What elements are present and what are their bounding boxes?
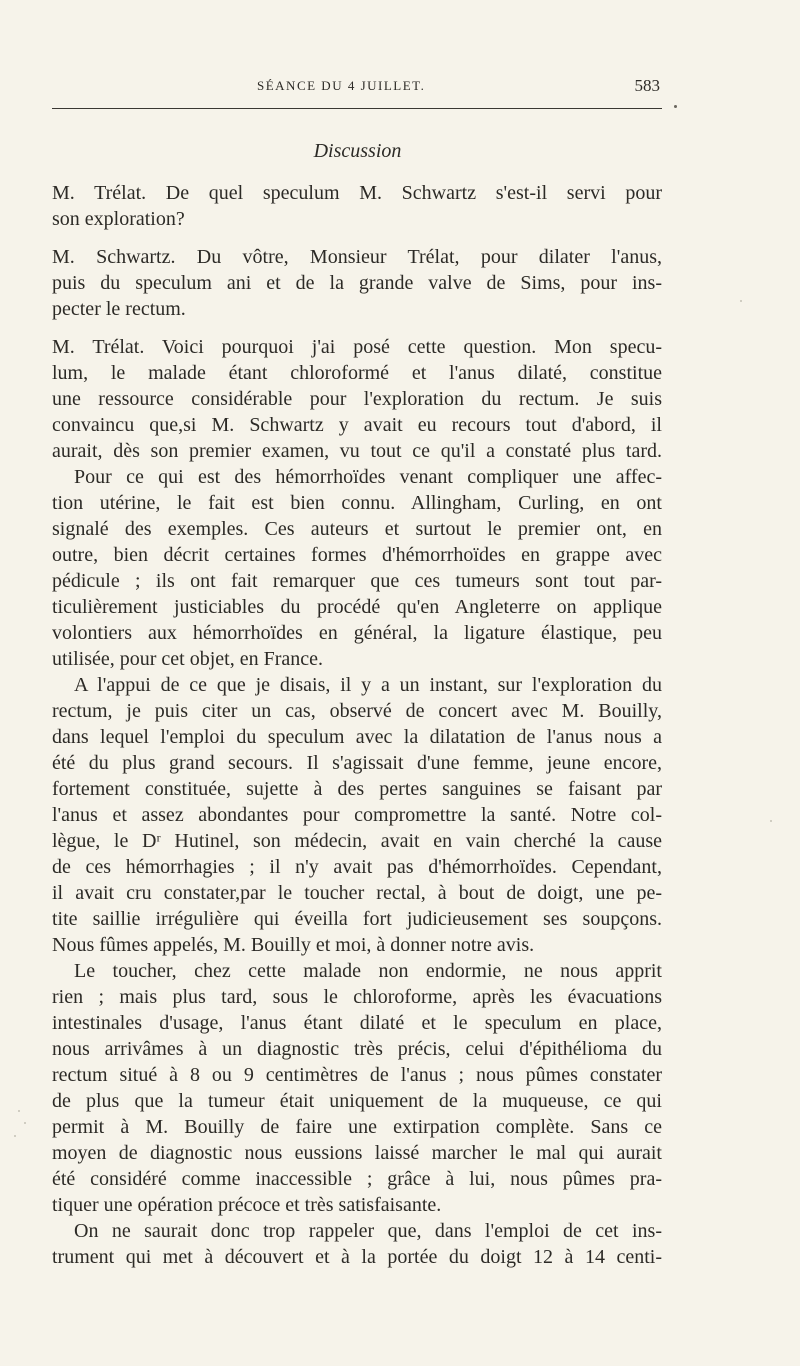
- text-line: intestinales d'usage, l'anus étant dilaté et le speculum en place,: [52, 1012, 662, 1034]
- running-title: SÉANCE DU 4 JUILLET.: [257, 78, 426, 93]
- text-line: tion utérine, le fait est bien connu. Allingham, Curling, en ont: [52, 492, 662, 514]
- text-line: outre, bien décrit certaines formes d'hémorrhoïdes en grappe avec: [52, 544, 662, 566]
- text-line: A l'appui de ce que je disais, il y a un instant, sur l'exploration du: [74, 674, 662, 696]
- paper-speck: [24, 1122, 26, 1124]
- paper-speck: [18, 1110, 20, 1112]
- header-rule-dot: [674, 105, 677, 108]
- text-line: lègue, le Dʳ Hutinel, son médecin, avait en vain cherché la cause: [52, 830, 662, 852]
- text-line: M. Trélat. De quel speculum M. Schwartz s'est-il servi pour: [52, 182, 662, 204]
- text-line: pecter le rectum.: [52, 298, 186, 320]
- header-rule: [52, 108, 662, 109]
- text-line: une ressource considérable pour l'exploration du rectum. Je suis: [52, 388, 662, 410]
- text-line: utilisée, pour cet objet, en France.: [52, 648, 324, 670]
- text-line: M. Trélat. Voici pourquoi j'ai posé cette question. Mon specu-: [52, 336, 662, 358]
- text-line: tite saillie irrégulière qui éveilla fort judicieusement ses soupçons.: [52, 908, 662, 930]
- text-line: Nous fûmes appelés, M. Bouilly et moi, à donner notre avis.: [52, 934, 535, 956]
- text-line: lum, le malade étant chloroformé et l'anus dilaté, constitue: [52, 362, 662, 384]
- text-line: il avait cru constater,par le toucher rectal, à bout de doigt, une pe-: [52, 882, 662, 904]
- text-line: aurait, dès son premier examen, vu tout ce qu'il a constaté plus tard.: [52, 440, 662, 462]
- paragraph: [52, 1218, 662, 1270]
- text-line: M. Schwartz. Du vôtre, Monsieur Trélat, pour dilater l'anus,: [52, 246, 662, 268]
- text-line: été considéré comme inaccessible ; grâce à lui, nous pûmes pra-: [52, 1168, 662, 1190]
- text-line: pédicule ; ils ont fait remarquer que ces tumeurs sont tout par-: [52, 570, 662, 592]
- text-line: rien ; mais plus tard, sous le chloroforme, après les évacuations: [52, 986, 662, 1008]
- text-line: convaincu que,si M. Schwartz y avait eu recours tout d'abord, il: [52, 414, 662, 436]
- text-line: été du plus grand secours. Il s'agissait d'une femme, jeune encore,: [52, 752, 662, 774]
- paragraph: [52, 672, 662, 958]
- text-line: Le toucher, chez cette malade non endormie, ne nous apprit: [74, 960, 662, 982]
- body-text: [52, 180, 662, 1270]
- paragraph: [52, 244, 662, 322]
- text-line: trument qui met à découvert et à la portée du doigt 12 à 14 centi-: [52, 1246, 662, 1268]
- text-line: rectum situé à 8 ou 9 centimètres de l'anus ; nous pûmes constater: [52, 1064, 662, 1086]
- text-line: signalé des exemples. Ces auteurs et surtout le premier ont, en: [52, 518, 662, 540]
- text-line: de plus que la tumeur était uniquement de la muqueuse, ce qui: [52, 1090, 662, 1112]
- text-line: puis du speculum ani et de la grande valve de Sims, pour ins-: [52, 272, 662, 294]
- paper-speck: [770, 820, 772, 822]
- paper-speck: [740, 300, 742, 302]
- text-line: l'anus et assez abondantes pour compromettre la santé. Notre col-: [52, 804, 662, 826]
- text-line: dans lequel l'emploi du speculum avec la dilatation de l'anus nous a: [52, 726, 662, 748]
- text-line: rectum, je puis citer un cas, observé de concert avec M. Bouilly,: [52, 700, 662, 722]
- section-heading: Discussion: [313, 140, 402, 162]
- text-line: Pour ce qui est des hémorrhoïdes venant compliquer une affec-: [74, 466, 662, 488]
- text-line: volontiers aux hémorrhoïdes en général, la ligature élastique, peu: [52, 622, 662, 644]
- text-line: ticulièrement justiciables du procédé qu'en Angleterre on applique: [52, 596, 662, 618]
- text-line: nous arrivâmes à un diagnostic très précis, celui d'épithélioma du: [52, 1038, 662, 1060]
- text-line: moyen de diagnostic nous eussions laissé marcher le mal qui aurait: [52, 1142, 662, 1164]
- text-line: son exploration?: [52, 208, 185, 230]
- text-line: fortement constituée, sujette à des pertes sanguines se faisant par: [52, 778, 662, 800]
- page-number: 583: [634, 76, 660, 95]
- text-line: de ces hémorrhagies ; il n'y avait pas d'hémorrhoïdes. Cependant,: [52, 856, 662, 878]
- paragraph: [52, 180, 662, 232]
- text-line: On ne saurait donc trop rappeler que, dans l'emploi de cet ins-: [74, 1220, 662, 1242]
- paragraph: [52, 958, 662, 1218]
- text-line: tiquer une opération précoce et très satisfaisante.: [52, 1194, 442, 1216]
- paper-speck: [14, 1135, 16, 1137]
- paragraph: [52, 334, 662, 464]
- paragraph: [52, 464, 662, 672]
- text-line: permit à M. Bouilly de faire une extirpation complète. Sans ce: [52, 1116, 662, 1138]
